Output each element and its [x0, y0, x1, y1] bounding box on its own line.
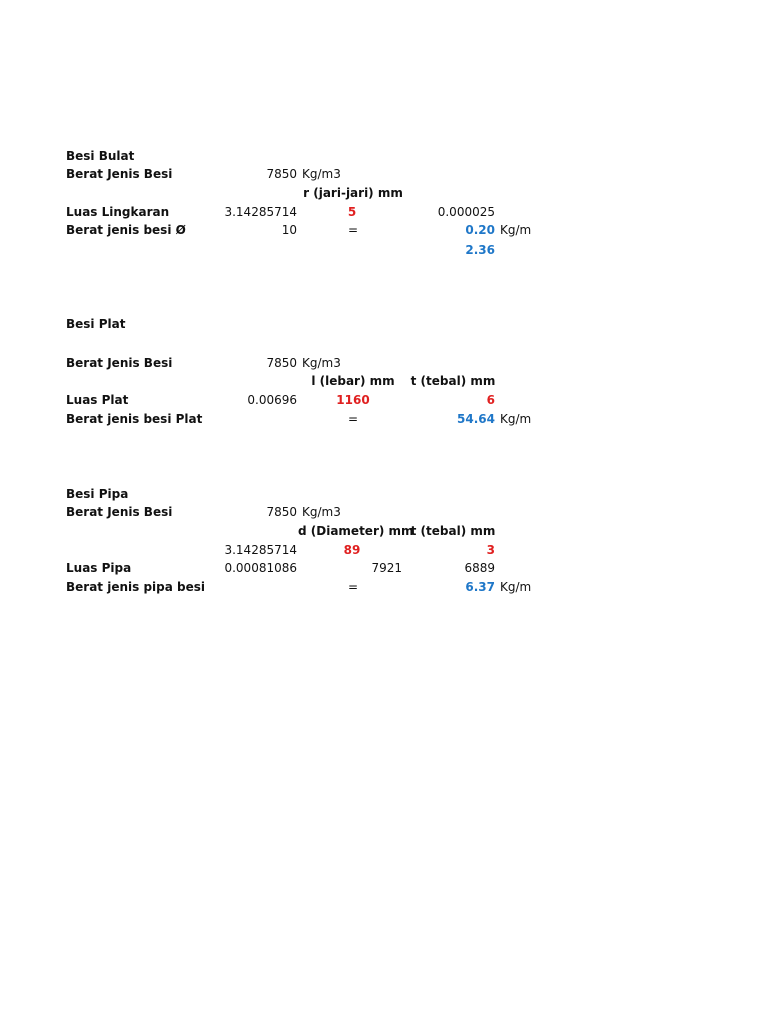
- berat-result: 54.64: [457, 412, 495, 426]
- diameter-value: 10: [281, 223, 297, 237]
- berat-jenis-pipa-label: Berat jenis pipa besi: [66, 580, 205, 594]
- l-value-input[interactable]: 1160: [336, 393, 370, 407]
- equals-sign: =: [347, 580, 359, 594]
- luas-pipa-label: Luas Pipa: [66, 561, 132, 575]
- berat-jenis-unit: Kg/m3: [302, 356, 341, 370]
- luas-plat-label: Luas Plat: [66, 393, 129, 407]
- section-title: Besi Bulat: [66, 149, 135, 163]
- t-calc-value: 6889: [464, 561, 495, 575]
- t-value-input[interactable]: 3: [486, 543, 495, 557]
- r-header: r (jari-jari) mm: [303, 186, 403, 200]
- luas-value: 0.00081086: [224, 561, 297, 575]
- berat-unit: Kg/m: [500, 580, 532, 594]
- berat-jenis-unit: Kg/m3: [302, 167, 341, 181]
- berat-result: 6.37: [465, 580, 495, 594]
- berat-jenis-besi-label: Berat jenis besi Ø: [66, 223, 186, 237]
- berat-jenis-value: 7850: [266, 505, 297, 519]
- section-title: Besi Plat: [66, 317, 126, 331]
- d-value-input[interactable]: 89: [343, 543, 361, 557]
- d-inner-sq-value: 7921: [371, 561, 402, 575]
- t-value-input[interactable]: 6: [486, 393, 495, 407]
- luas-lingkaran-label: Luas Lingkaran: [66, 205, 170, 219]
- luas-value: 0.000025: [437, 205, 495, 219]
- t-header: t (tebal) mm: [410, 524, 496, 538]
- pi-value: 3.14285714: [224, 543, 297, 557]
- section-title: Besi Pipa: [66, 487, 129, 501]
- berat-jenis-value: 7850: [266, 167, 297, 181]
- equals-sign: =: [347, 412, 359, 426]
- r-value-input[interactable]: 5: [347, 205, 357, 219]
- d-header: d (Diameter) mm: [298, 524, 414, 538]
- pi-value: 3.14285714: [224, 205, 297, 219]
- berat-jenis-label: Berat Jenis Besi: [66, 356, 173, 370]
- equals-sign: =: [347, 223, 359, 237]
- berat-jenis-unit: Kg/m3: [302, 505, 341, 519]
- extra-result: 2.36: [465, 243, 495, 257]
- t-header: t (tebal) mm: [410, 374, 496, 388]
- berat-unit: Kg/m: [500, 223, 532, 237]
- l-header: l (lebar) mm: [311, 374, 395, 388]
- berat-jenis-besi-plat-label: Berat jenis besi Plat: [66, 412, 203, 426]
- berat-jenis-value: 7850: [266, 356, 297, 370]
- berat-result: 0.20: [465, 223, 495, 237]
- berat-jenis-label: Berat Jenis Besi: [66, 505, 173, 519]
- berat-unit: Kg/m: [500, 412, 532, 426]
- luas-value: 0.00696: [247, 393, 297, 407]
- berat-jenis-label: Berat Jenis Besi: [66, 167, 173, 181]
